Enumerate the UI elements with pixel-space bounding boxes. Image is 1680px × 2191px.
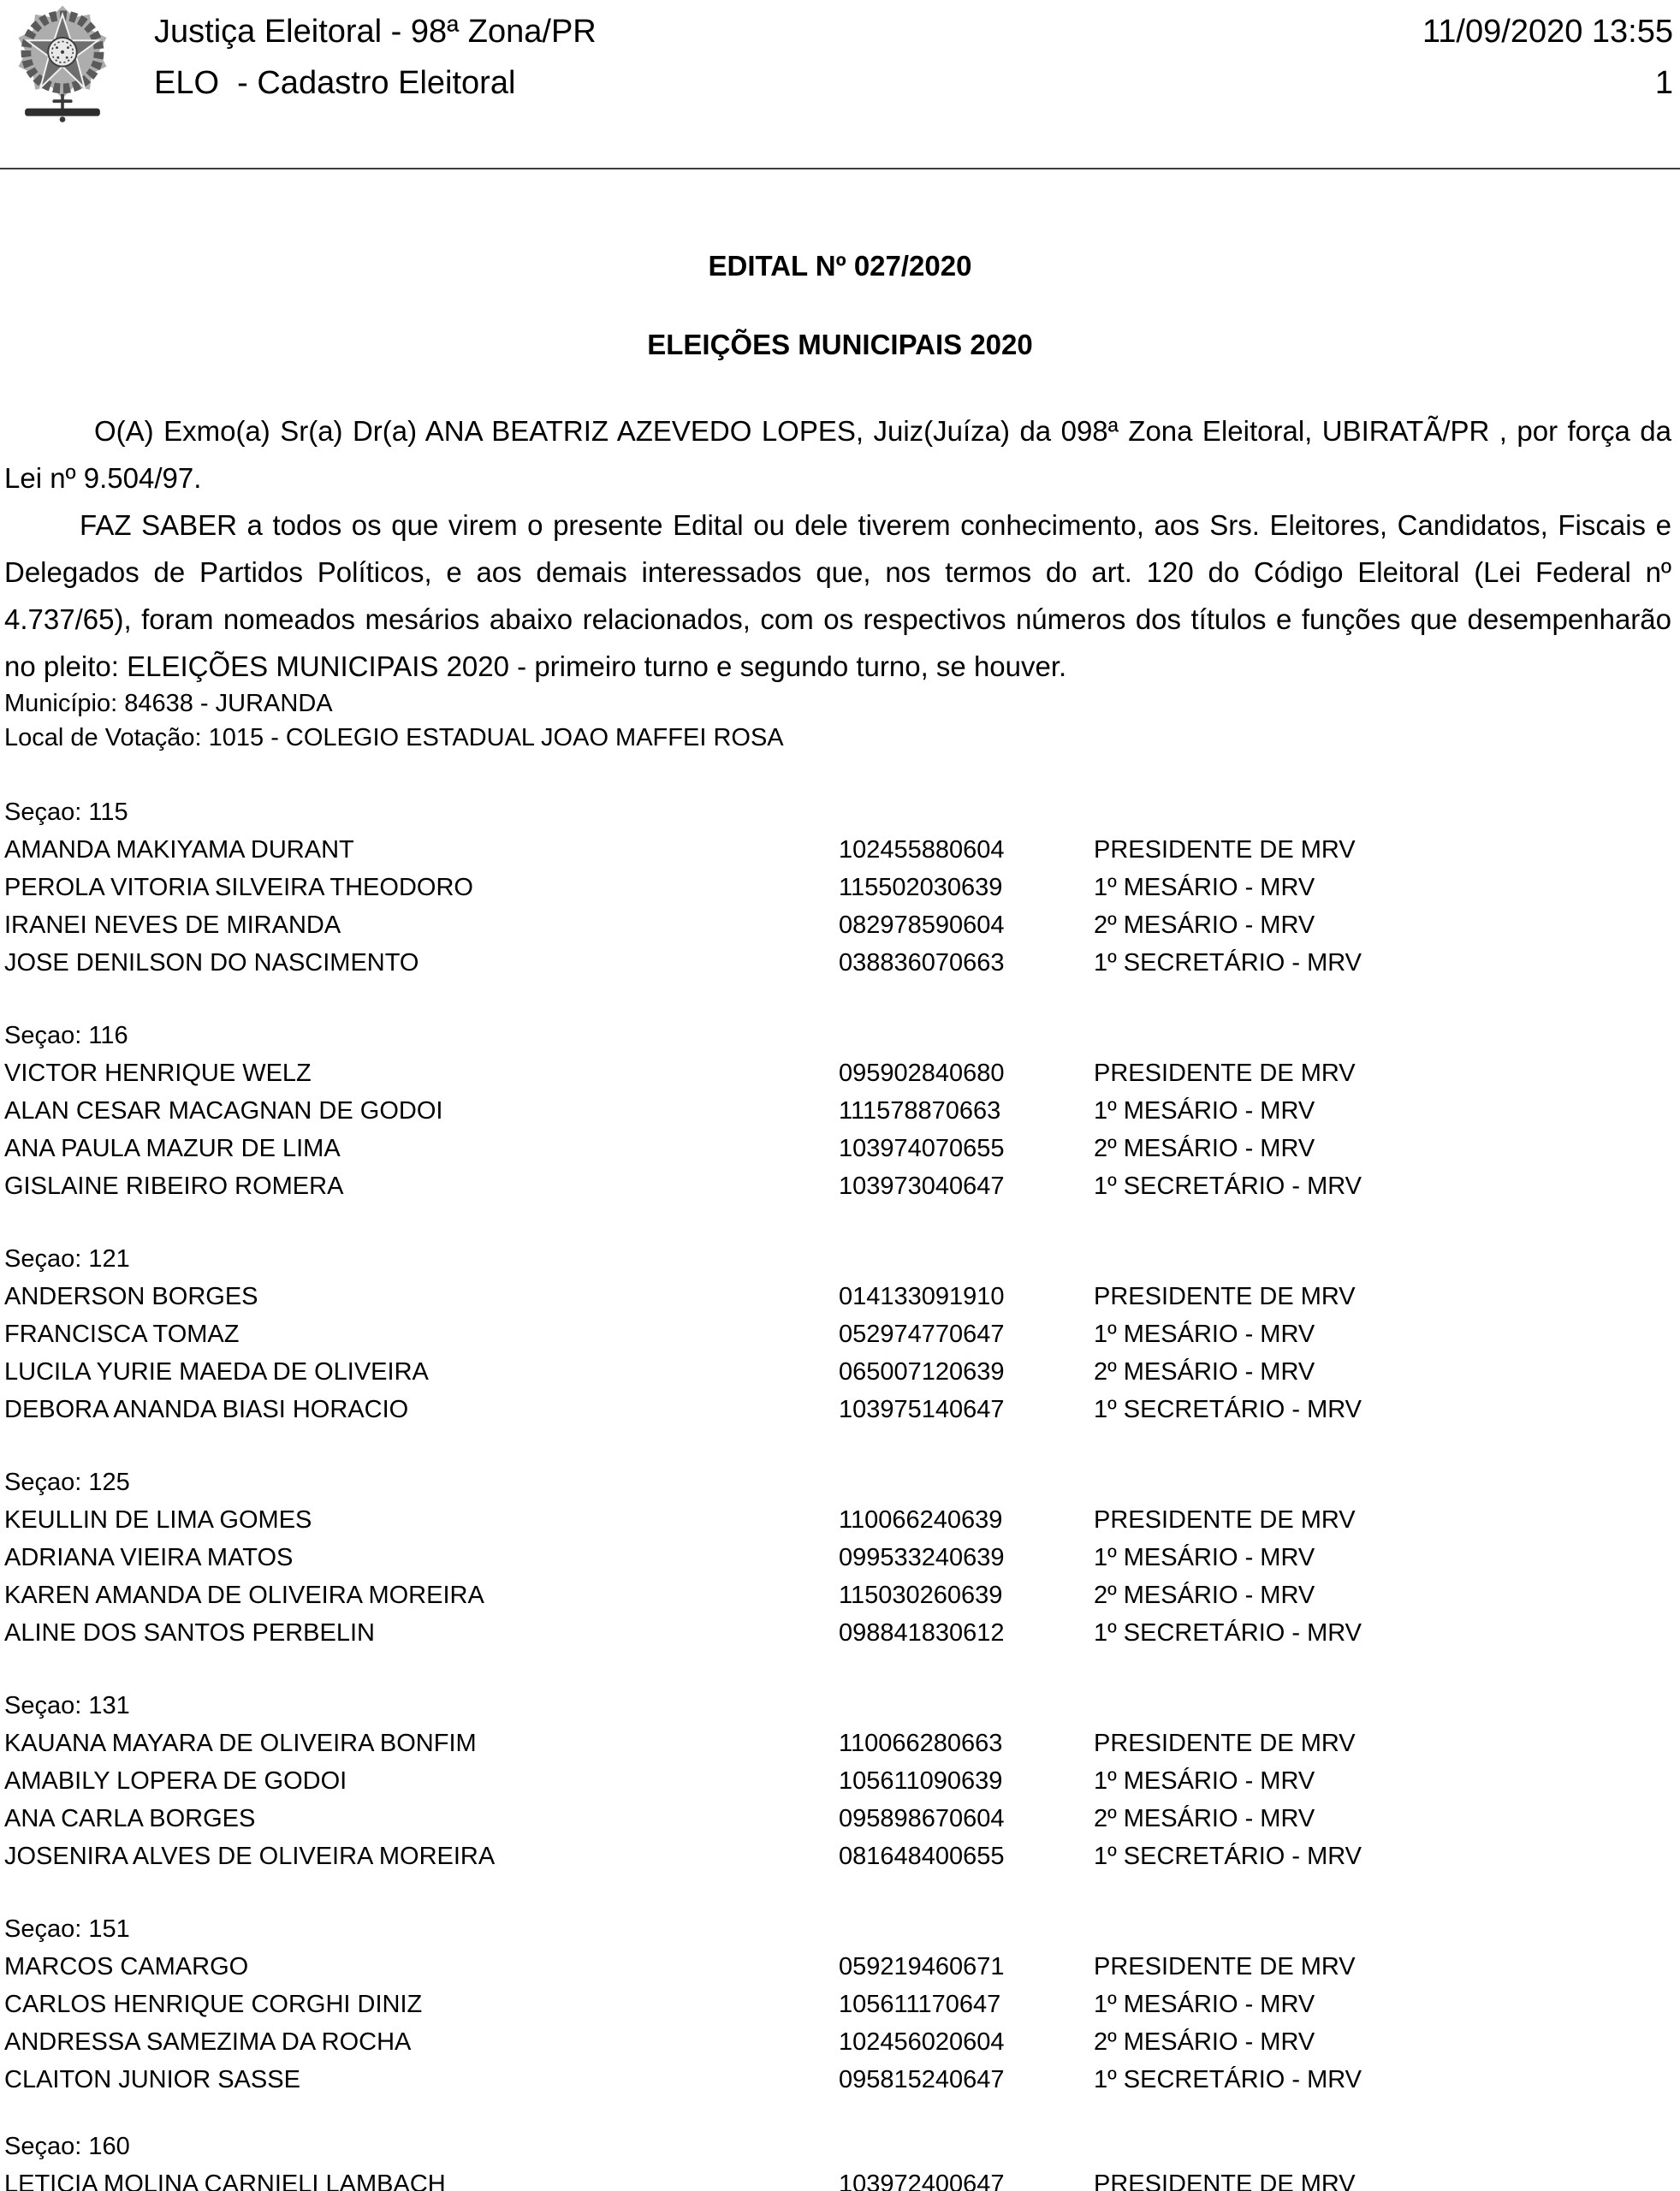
table-row xyxy=(0,2028,1680,2059)
section-label: Seçao: 160 xyxy=(4,2133,130,2160)
table-row xyxy=(0,1730,1680,1761)
table-row xyxy=(0,1991,1680,2022)
table-row xyxy=(0,2170,1680,2191)
mesario-name: ANA PAULA MAZUR DE LIMA xyxy=(4,1135,341,1162)
mesario-funcao: 1º MESÁRIO - MRV xyxy=(1094,1767,1315,1795)
mesario-titulo: 065007120639 xyxy=(839,1358,1005,1386)
mesario-funcao: PRESIDENTE DE MRV xyxy=(1094,1953,1356,1980)
mesario-titulo: 102455880604 xyxy=(839,836,1005,864)
mesario-name: JOSENIRA ALVES DE OLIVEIRA MOREIRA xyxy=(4,1843,496,1870)
section-label: Seçao: 125 xyxy=(4,1469,130,1496)
section-116 xyxy=(0,1022,1680,1203)
section-label: Seçao: 116 xyxy=(4,1022,128,1049)
mesario-funcao: 1º MESÁRIO - MRV xyxy=(1094,1991,1315,2018)
mesario-funcao: PRESIDENTE DE MRV xyxy=(1094,836,1356,864)
table-row xyxy=(0,874,1680,905)
mesario-name: ANA CARLA BORGES xyxy=(4,1805,256,1832)
mesario-name: MARCOS CAMARGO xyxy=(4,1953,249,1980)
mesario-titulo: 059219460671 xyxy=(839,1953,1005,1980)
section-label: Seçao: 131 xyxy=(4,1692,130,1719)
mesario-name: CLAITON JUNIOR SASSE xyxy=(4,2066,300,2093)
table-row xyxy=(0,2066,1680,2097)
table-row xyxy=(0,1173,1680,1203)
mesario-name: KEULLIN DE LIMA GOMES xyxy=(4,1506,312,1534)
section-label: Seçao: 151 xyxy=(4,1915,130,1943)
mesario-funcao: 1º SECRETÁRIO - MRV xyxy=(1094,1173,1362,1200)
mesario-name: ANDRESSA SAMEZIMA DA ROCHA xyxy=(4,2028,412,2056)
table-row xyxy=(0,1767,1680,1798)
mesario-titulo: 052974770647 xyxy=(839,1321,1005,1348)
mesario-funcao: PRESIDENTE DE MRV xyxy=(1094,2170,1356,2191)
table-row xyxy=(0,1544,1680,1575)
mesario-name: KAUANA MAYARA DE OLIVEIRA BONFIM xyxy=(4,1730,477,1757)
table-row xyxy=(0,911,1680,942)
mesario-name: GISLAINE RIBEIRO ROMERA xyxy=(4,1173,344,1200)
mesario-titulo: 099533240639 xyxy=(839,1544,1005,1571)
mesario-titulo: 095902840680 xyxy=(839,1060,1005,1087)
mesario-titulo: 038836070663 xyxy=(839,949,1005,977)
mesario-name: PEROLA VITORIA SILVEIRA THEODORO xyxy=(4,874,473,901)
mesario-name: ALINE DOS SANTOS PERBELIN xyxy=(4,1619,375,1647)
section-131 xyxy=(0,1692,1680,1873)
table-row xyxy=(0,1843,1680,1873)
table-row xyxy=(0,1060,1680,1090)
header-divider xyxy=(0,168,1680,169)
mesario-funcao: 2º MESÁRIO - MRV xyxy=(1094,1805,1315,1832)
mesario-name: DEBORA ANANDA BIASI HORACIO xyxy=(4,1396,409,1423)
header-page-number: 1 xyxy=(1654,65,1673,101)
mesario-titulo: 110066240639 xyxy=(839,1506,1003,1534)
mesario-name: ALAN CESAR MACAGNAN DE GODOI xyxy=(4,1097,443,1125)
table-row xyxy=(0,1321,1680,1351)
header-datetime: 11/09/2020 13:55 xyxy=(1422,14,1673,50)
mesario-name: ANDERSON BORGES xyxy=(4,1283,258,1310)
edital-subtitle: ELEIÇÕES MUNICIPAIS 2020 xyxy=(647,329,1033,360)
mesario-name: CARLOS HENRIQUE CORGHI DINIZ xyxy=(4,1991,423,2018)
mesario-titulo: 081648400655 xyxy=(839,1843,1005,1870)
mesario-titulo: 105611170647 xyxy=(839,1991,1001,2018)
mesario-titulo: 103973040647 xyxy=(839,1173,1005,1200)
mesario-name: IRANEI NEVES DE MIRANDA xyxy=(4,911,341,939)
mesario-titulo: 098841830612 xyxy=(839,1619,1005,1647)
mesario-titulo: 115030260639 xyxy=(839,1582,1003,1609)
table-row xyxy=(0,1097,1680,1128)
mesario-funcao: 1º SECRETÁRIO - MRV xyxy=(1094,1396,1362,1423)
mesario-titulo: 014133091910 xyxy=(839,1283,1005,1310)
mesario-titulo: 102456020604 xyxy=(839,2028,1005,2056)
mesario-name: ADRIANA VIEIRA MATOS xyxy=(4,1544,294,1571)
edital-title: EDITAL Nº 027/2020 xyxy=(708,250,972,282)
mesario-funcao: PRESIDENTE DE MRV xyxy=(1094,1060,1356,1087)
mesario-funcao: PRESIDENTE DE MRV xyxy=(1094,1506,1356,1534)
header-org-line1: Justiça Eleitoral - 98ª Zona/PR xyxy=(154,14,597,50)
section-151 xyxy=(0,1915,1680,2097)
mesario-funcao: 2º MESÁRIO - MRV xyxy=(1094,1135,1315,1162)
mesario-titulo: 105611090639 xyxy=(839,1767,1003,1795)
local-votacao-line: Local de Votação: 1015 - COLEGIO ESTADUAL JOAO MAFFEI ROSA xyxy=(4,724,784,751)
mesario-funcao: 1º MESÁRIO - MRV xyxy=(1094,1097,1315,1125)
mesario-name: VICTOR HENRIQUE WELZ xyxy=(4,1060,312,1087)
document-body-text xyxy=(4,407,1671,690)
municipio-line: Município: 84638 - JURANDA xyxy=(4,690,333,717)
section-label: Seçao: 115 xyxy=(4,799,128,826)
mesario-name: KAREN AMANDA DE OLIVEIRA MOREIRA xyxy=(4,1582,484,1609)
mesario-titulo: 111578870663 xyxy=(839,1097,1001,1125)
mesario-name: JOSE DENILSON DO NASCIMENTO xyxy=(4,949,419,977)
mesario-name: LUCILA YURIE MAEDA DE OLIVEIRA xyxy=(4,1358,429,1386)
brazil-coat-of-arms-logo xyxy=(7,3,118,125)
mesario-funcao: 1º SECRETÁRIO - MRV xyxy=(1094,949,1362,977)
table-row xyxy=(0,836,1680,867)
mesario-titulo: 095898670604 xyxy=(839,1805,1005,1832)
section-125 xyxy=(0,1469,1680,1650)
mesario-funcao: 1º SECRETÁRIO - MRV xyxy=(1094,1843,1362,1870)
section-121 xyxy=(0,1245,1680,1427)
mesario-titulo: 110066280663 xyxy=(839,1730,1003,1757)
mesario-funcao: 1º SECRETÁRIO - MRV xyxy=(1094,2066,1362,2093)
header-org-line2: ELO - Cadastro Eleitoral xyxy=(154,65,516,101)
table-row xyxy=(0,1506,1680,1537)
mesario-titulo: 103972400647 xyxy=(839,2170,1005,2191)
table-row xyxy=(0,1135,1680,1166)
table-row xyxy=(0,1396,1680,1427)
table-row xyxy=(0,949,1680,980)
table-row xyxy=(0,1582,1680,1612)
table-row xyxy=(0,1805,1680,1836)
mesario-funcao: PRESIDENTE DE MRV xyxy=(1094,1730,1356,1757)
mesario-funcao: 1º MESÁRIO - MRV xyxy=(1094,1321,1315,1348)
table-row xyxy=(0,1619,1680,1650)
mesario-name: AMANDA MAKIYAMA DURANT xyxy=(4,836,354,864)
mesario-funcao: 1º SECRETÁRIO - MRV xyxy=(1094,1619,1362,1647)
paragraph-judge: O(A) Exmo(a) Sr(a) Dr(a) ANA BEATRIZ AZEVEDO LOPES, Juiz(Juíza) da 098ª Zona Eleitoral, UBIRATÃ/PR , por força da Lei nº 9.504/97. xyxy=(4,415,1671,494)
section-115 xyxy=(0,799,1680,980)
mesario-titulo: 115502030639 xyxy=(839,874,1003,901)
section-160 xyxy=(0,2133,1680,2191)
table-row xyxy=(0,1283,1680,1314)
mesario-funcao: 1º MESÁRIO - MRV xyxy=(1094,874,1315,901)
mesario-titulo: 082978590604 xyxy=(839,911,1005,939)
mesario-funcao: 2º MESÁRIO - MRV xyxy=(1094,1582,1315,1609)
mesario-funcao: 2º MESÁRIO - MRV xyxy=(1094,1358,1315,1386)
mesario-titulo: 103974070655 xyxy=(839,1135,1005,1162)
mesario-funcao: 2º MESÁRIO - MRV xyxy=(1094,911,1315,939)
mesario-titulo: 103975140647 xyxy=(839,1396,1005,1423)
section-label: Seçao: 121 xyxy=(4,1245,130,1273)
mesario-name: LETICIA MOLINA CARNIELI LAMBACH xyxy=(4,2170,446,2191)
mesario-funcao: 1º MESÁRIO - MRV xyxy=(1094,1544,1315,1571)
table-row xyxy=(0,1358,1680,1389)
mesario-name: FRANCISCA TOMAZ xyxy=(4,1321,240,1348)
mesario-funcao: 2º MESÁRIO - MRV xyxy=(1094,2028,1315,2056)
table-row xyxy=(0,1953,1680,1984)
paragraph-faz-saber: FAZ SABER a todos os que virem o presente Edital ou dele tiverem conhecimento, aos Srs. Eleitores, Candidatos, Fiscais e Delegados de Partidos Políticos, e aos demais interessados que, nos termos do art. 120 do Código Eleitoral (Lei Federal nº 4.737/65), foram nomeados mesários abaixo relacionados, com os respectivos números dos títulos e funções que desempenharão no pleito: ELEIÇÕES MUNICIPAIS 2020 - primeiro turno e segundo turno, se houver. xyxy=(4,509,1671,682)
mesario-funcao: PRESIDENTE DE MRV xyxy=(1094,1283,1356,1310)
mesario-name: AMABILY LOPERA DE GODOI xyxy=(4,1767,347,1795)
mesario-titulo: 095815240647 xyxy=(839,2066,1005,2093)
